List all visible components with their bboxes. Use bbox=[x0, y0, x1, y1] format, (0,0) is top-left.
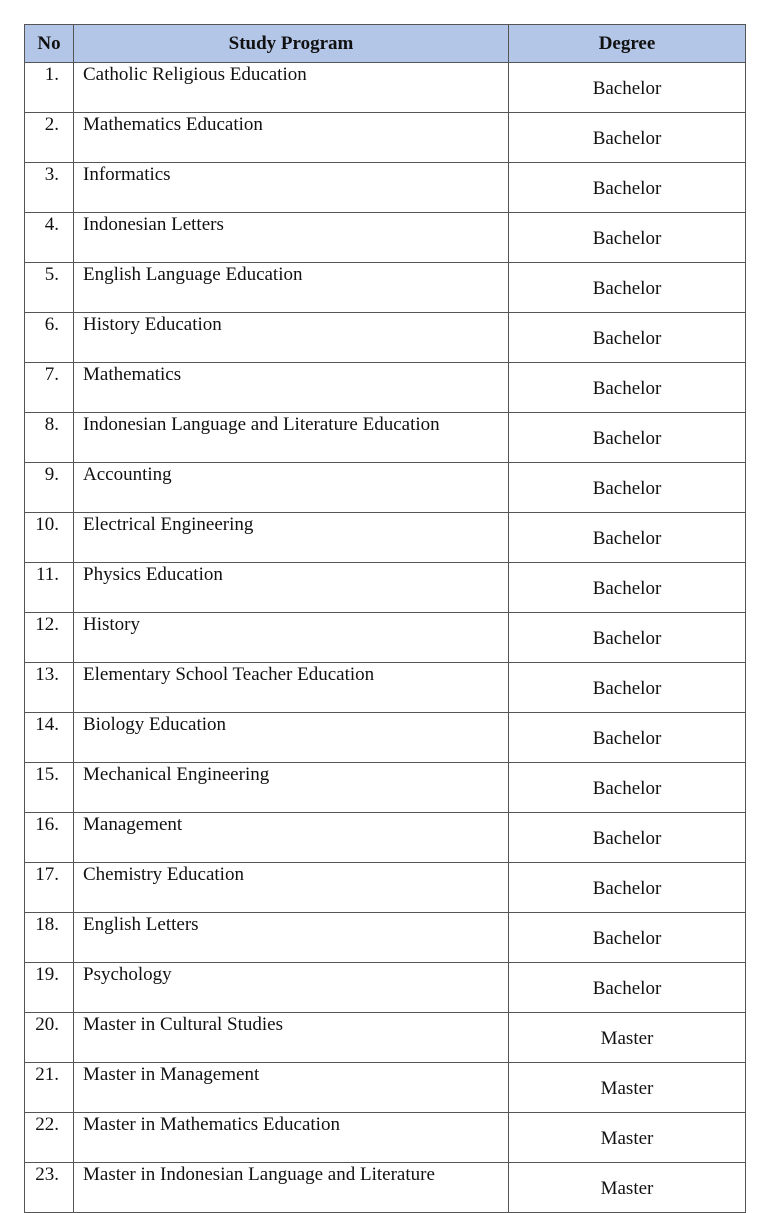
degree-cell bbox=[509, 1113, 746, 1163]
degree-label: Bachelor bbox=[592, 727, 662, 749]
degree-cell bbox=[509, 563, 746, 613]
degree-label: Master bbox=[600, 1127, 654, 1149]
row-number: 20. bbox=[25, 1013, 74, 1063]
table-header bbox=[25, 25, 746, 63]
table-row bbox=[25, 963, 746, 1013]
column-header-no: No bbox=[25, 25, 74, 63]
degree-label: Bachelor bbox=[592, 577, 662, 599]
table-row bbox=[25, 763, 746, 813]
study-program-name: Elementary School Teacher Education bbox=[74, 663, 509, 713]
degree-cell bbox=[509, 613, 746, 663]
degree-label: Bachelor bbox=[592, 927, 662, 949]
row-number: 4. bbox=[25, 213, 74, 263]
row-number: 13. bbox=[25, 663, 74, 713]
table-row bbox=[25, 313, 746, 363]
degree-cell bbox=[509, 463, 746, 513]
study-program-name: Master in Management bbox=[74, 1063, 509, 1113]
degree-cell bbox=[509, 363, 746, 413]
study-program-name: Biology Education bbox=[74, 713, 509, 763]
study-program-name: Mathematics bbox=[74, 363, 509, 413]
table-row bbox=[25, 63, 746, 113]
row-number: 15. bbox=[25, 763, 74, 813]
table-row bbox=[25, 1063, 746, 1113]
header-row bbox=[25, 25, 746, 63]
degree-cell bbox=[509, 963, 746, 1013]
table-row bbox=[25, 1013, 746, 1063]
degree-label: Bachelor bbox=[592, 877, 662, 899]
study-program-name: Master in Mathematics Education bbox=[74, 1113, 509, 1163]
row-number: 6. bbox=[25, 313, 74, 363]
row-number: 3. bbox=[25, 163, 74, 213]
degree-cell bbox=[509, 913, 746, 963]
study-program-name: Accounting bbox=[74, 463, 509, 513]
row-number: 23. bbox=[25, 1163, 74, 1213]
degree-cell bbox=[509, 763, 746, 813]
table-row bbox=[25, 663, 746, 713]
row-number: 11. bbox=[25, 563, 74, 613]
degree-label: Master bbox=[600, 1177, 654, 1199]
column-header-study-program: Study Program bbox=[74, 25, 509, 63]
row-number: 16. bbox=[25, 813, 74, 863]
row-number: 9. bbox=[25, 463, 74, 513]
row-number: 2. bbox=[25, 113, 74, 163]
degree-cell bbox=[509, 113, 746, 163]
study-program-name: English Language Education bbox=[74, 263, 509, 313]
degree-label: Bachelor bbox=[592, 277, 662, 299]
row-number: 19. bbox=[25, 963, 74, 1013]
degree-label: Bachelor bbox=[592, 677, 662, 699]
degree-label: Master bbox=[600, 1077, 654, 1099]
row-number: 12. bbox=[25, 613, 74, 663]
study-program-name: Mechanical Engineering bbox=[74, 763, 509, 813]
degree-cell bbox=[509, 663, 746, 713]
table-row bbox=[25, 513, 746, 563]
degree-label: Bachelor bbox=[592, 127, 662, 149]
degree-cell bbox=[509, 213, 746, 263]
degree-label: Bachelor bbox=[592, 827, 662, 849]
degree-label: Bachelor bbox=[592, 477, 662, 499]
degree-label: Bachelor bbox=[592, 977, 662, 999]
study-program-name: History bbox=[74, 613, 509, 663]
column-header-degree: Degree bbox=[509, 25, 746, 63]
table-row bbox=[25, 813, 746, 863]
row-number: 7. bbox=[25, 363, 74, 413]
study-program-name: Physics Education bbox=[74, 563, 509, 613]
table-row bbox=[25, 463, 746, 513]
study-program-name: Informatics bbox=[74, 163, 509, 213]
table-body bbox=[25, 63, 746, 1213]
study-program-name: Psychology bbox=[74, 963, 509, 1013]
degree-label: Bachelor bbox=[592, 77, 662, 99]
table-row bbox=[25, 863, 746, 913]
table-row bbox=[25, 613, 746, 663]
table-row bbox=[25, 113, 746, 163]
table-row bbox=[25, 1163, 746, 1213]
degree-label: Bachelor bbox=[592, 377, 662, 399]
row-number: 10. bbox=[25, 513, 74, 563]
study-program-name: Indonesian Language and Literature Education bbox=[74, 413, 509, 463]
table-row bbox=[25, 363, 746, 413]
table-row bbox=[25, 413, 746, 463]
degree-cell bbox=[509, 63, 746, 113]
row-number: 18. bbox=[25, 913, 74, 963]
degree-label: Bachelor bbox=[592, 227, 662, 249]
degree-cell bbox=[509, 813, 746, 863]
table-row bbox=[25, 163, 746, 213]
row-number: 1. bbox=[25, 63, 74, 113]
row-number: 8. bbox=[25, 413, 74, 463]
degree-cell bbox=[509, 1063, 746, 1113]
degree-cell bbox=[509, 413, 746, 463]
degree-cell bbox=[509, 513, 746, 563]
degree-cell bbox=[509, 163, 746, 213]
table-row bbox=[25, 263, 746, 313]
row-number: 22. bbox=[25, 1113, 74, 1163]
table-row bbox=[25, 213, 746, 263]
row-number: 14. bbox=[25, 713, 74, 763]
degree-label: Bachelor bbox=[592, 177, 662, 199]
table-row bbox=[25, 1113, 746, 1163]
degree-cell bbox=[509, 263, 746, 313]
row-number: 5. bbox=[25, 263, 74, 313]
degree-label: Bachelor bbox=[592, 527, 662, 549]
degree-cell bbox=[509, 863, 746, 913]
study-program-name: History Education bbox=[74, 313, 509, 363]
degree-label: Bachelor bbox=[592, 777, 662, 799]
table-row bbox=[25, 563, 746, 613]
study-program-name: Master in Indonesian Language and Literature bbox=[74, 1163, 509, 1213]
table-row bbox=[25, 713, 746, 763]
degree-cell bbox=[509, 1013, 746, 1063]
degree-label: Master bbox=[600, 1027, 654, 1049]
row-number: 17. bbox=[25, 863, 74, 913]
degree-label: Bachelor bbox=[592, 327, 662, 349]
table-row bbox=[25, 913, 746, 963]
degree-cell bbox=[509, 713, 746, 763]
row-number: 21. bbox=[25, 1063, 74, 1113]
degree-label: Bachelor bbox=[592, 427, 662, 449]
study-program-name: Catholic Religious Education bbox=[74, 63, 509, 113]
study-program-name: Indonesian Letters bbox=[74, 213, 509, 263]
degree-label: Bachelor bbox=[592, 627, 662, 649]
study-program-name: Mathematics Education bbox=[74, 113, 509, 163]
degree-cell bbox=[509, 313, 746, 363]
study-program-table bbox=[24, 24, 746, 1213]
study-program-name: Master in Cultural Studies bbox=[74, 1013, 509, 1063]
study-program-name: English Letters bbox=[74, 913, 509, 963]
study-program-name: Electrical Engineering bbox=[74, 513, 509, 563]
study-program-name: Chemistry Education bbox=[74, 863, 509, 913]
study-program-name: Management bbox=[74, 813, 509, 863]
degree-cell bbox=[509, 1163, 746, 1213]
